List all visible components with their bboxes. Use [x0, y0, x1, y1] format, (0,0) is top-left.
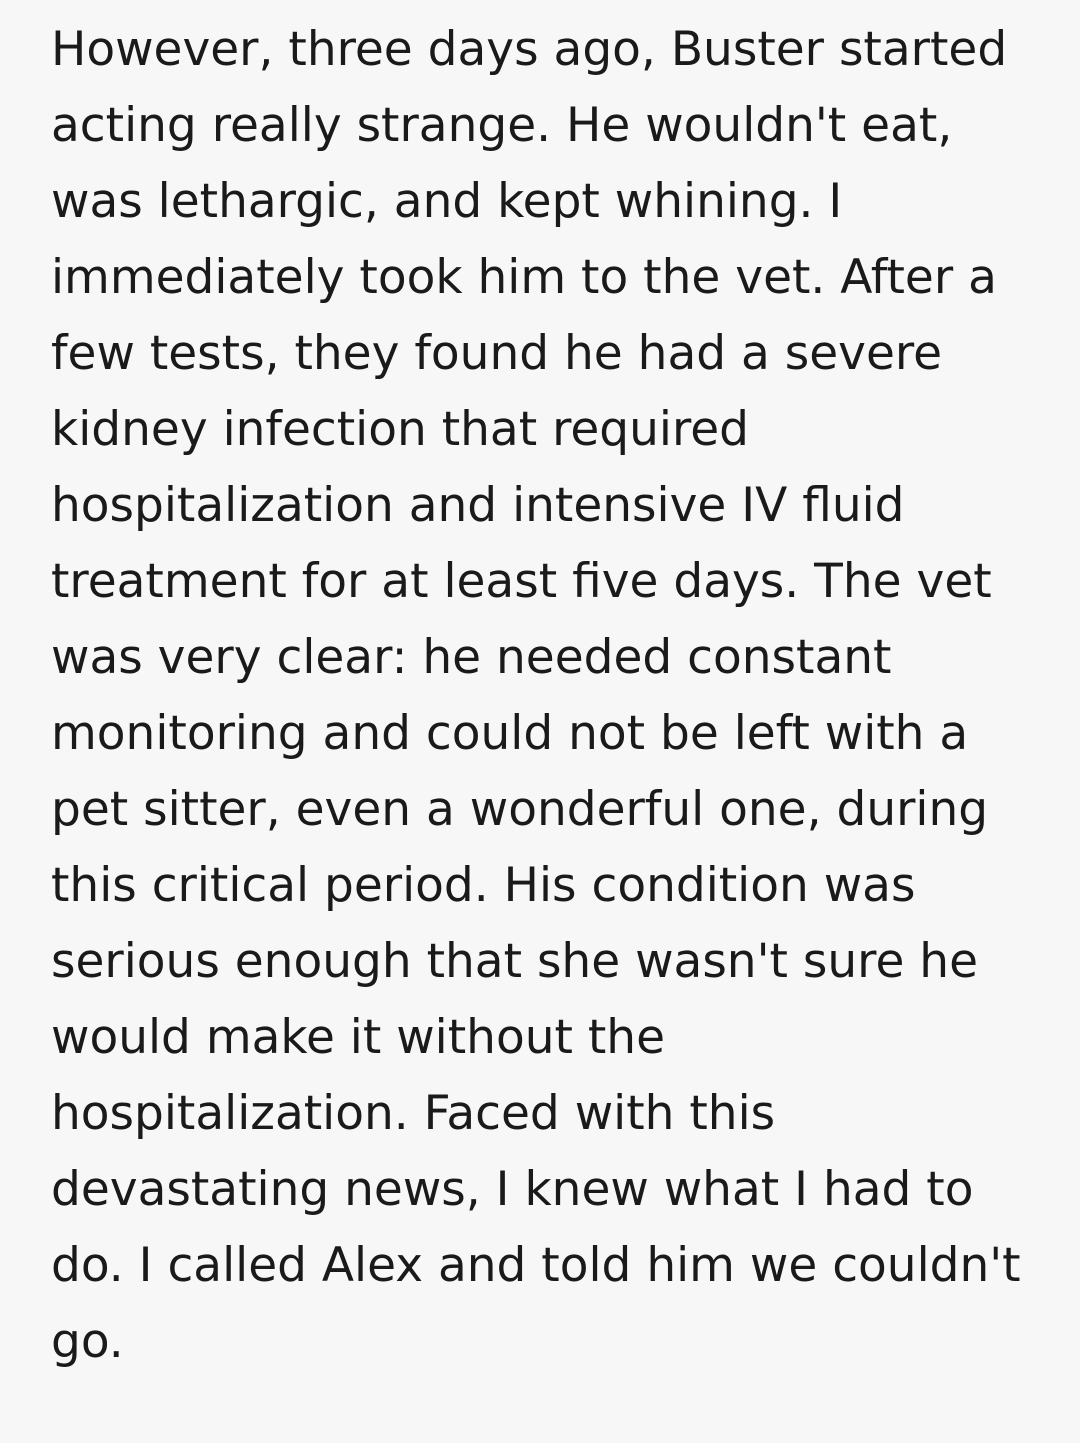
text-line: treatment for at least five days. The vet: [51, 554, 992, 609]
text-line: However, three days ago, Buster started: [51, 22, 1008, 77]
text-line: serious enough that she wasn't sure he: [51, 934, 979, 989]
text-line: acting really strange. He wouldn't eat,: [51, 98, 953, 153]
text-line: hospitalization and intensive IV fluid: [51, 478, 905, 533]
text-line: immediately took him to the vet. After a: [51, 250, 997, 305]
text-line: pet sitter, even a wonderful one, during: [51, 782, 989, 837]
text-line: kidney infection that required: [51, 402, 750, 457]
text-line: do. I called Alex and told him we couldn't: [51, 1238, 1021, 1293]
text-line: go.: [51, 1314, 124, 1369]
text-line: was lethargic, and kept whining. I: [51, 174, 843, 229]
story-paragraph: [51, 0, 1028, 1380]
text-line: this critical period. His condition was: [51, 858, 916, 913]
text-line: monitoring and could not be left with a: [51, 706, 969, 761]
text-line: was very clear: he needed constant: [51, 630, 892, 685]
text-line: few tests, they found he had a severe: [51, 326, 943, 381]
text-line: would make it without the: [51, 1010, 665, 1065]
text-line: hospitalization. Faced with this: [51, 1086, 776, 1141]
text-line: devastating news, I knew what I had to: [51, 1162, 974, 1217]
